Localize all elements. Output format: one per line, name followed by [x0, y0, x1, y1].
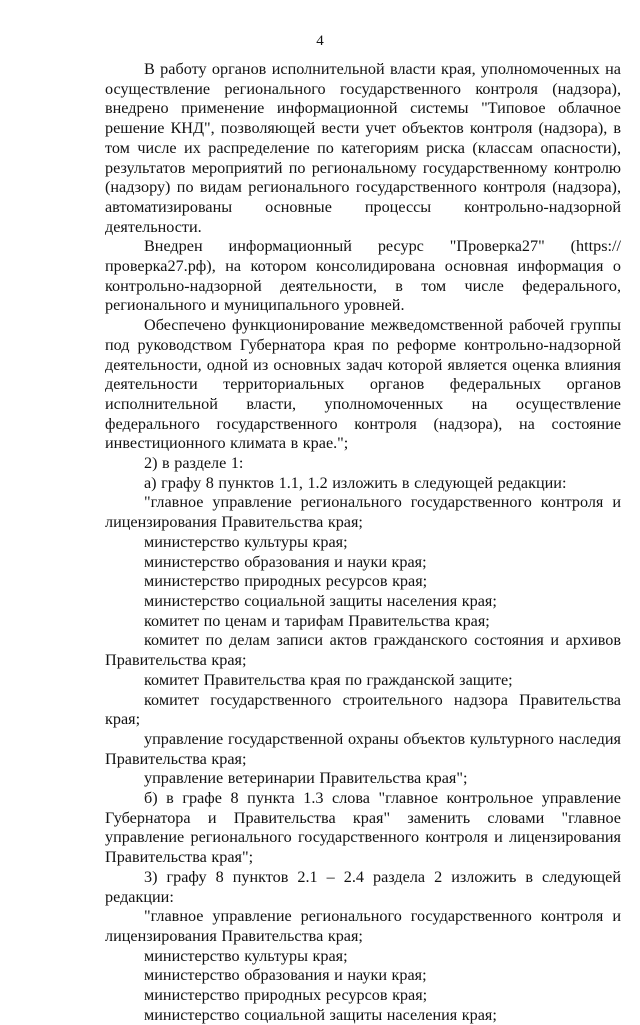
paragraph-item-b: б) в графе 8 пункта 1.3 слова "главное контрольное управление Губернатора и Правительства края" заменить словами "главное управление регионального государственного контроля и лицензирования Правительства края"; [105, 789, 621, 867]
paragraph-ministry-culture: министерство культуры края; [144, 532, 348, 551]
paragraph-item-a: а) графу 8 пунктов 1.1, 1.2 изложить в следующей редакции: [144, 473, 567, 492]
paragraph-committee-prices: комитет по ценам и тарифам Правительства края; [144, 611, 490, 630]
paragraph-section-1: 2) в разделе 1: [144, 454, 244, 473]
paragraph-ministry-culture-2: министерство культуры края; [144, 946, 348, 965]
paragraph-main-directorate: "главное управление регионального государственного контроля и лицензирования Правительства края; [105, 493, 621, 532]
paragraph-ministry-education-2: министерство образования и науки края; [144, 966, 427, 985]
document-body [105, 60, 621, 1025]
paragraph-committee-civil-defense: комитет Правительства края по гражданской защите; [144, 670, 513, 689]
paragraph-ministry-natural-resources-2: министерство природных ресурсов края; [144, 986, 428, 1005]
paragraph-ministry-natural-resources: министерство природных ресурсов края; [144, 572, 428, 591]
paragraph-ministry-education: министерство образования и науки края; [144, 552, 427, 571]
paragraph-committee-construction: комитет государственного строительного надзора Правительства края; [105, 690, 621, 729]
paragraph-item-3: 3) графу 8 пунктов 2.1 – 2.4 раздела 2 изложить в следующей редакции: [105, 867, 621, 906]
paragraph-ministry-social-protection: министерство социальной защиты населения края; [144, 591, 497, 610]
page-number: 4 [316, 33, 324, 49]
paragraph-committee-civil-registry: комитет по делам записи актов гражданского состояния и архивов Правительства края; [105, 631, 621, 670]
paragraph-knd-system: В работу органов исполнительной власти края, уполномоченных на осуществление регионального государственного контроля (надзора), внедрено применение информационной системы "Типовое облачное решение КНД", позволяющей вести учет объектов контроля (надзора), в том числе их распределение по категориям риска (классам опасности), результатов мероприятий по региональному государственному контролю (надзору) по видам регионального государственного контроля (надзора), автоматизированы основные процессы контрольно-надзорной деятельности. [105, 60, 621, 236]
paragraph-working-group: Обеспечено функционирование межведомственной рабочей группы под руководством Губернатора края по реформе контрольно-надзорной деятельности, одной из основных задач которой является оценка влияния деятельности территориальных органов федеральных органов исполнительной власти, уполномоченных на осуществление федерального государственного контроля (надзора), на состояние инвестиционного климата в крае."; [105, 316, 621, 453]
paragraph-main-directorate-2: "главное управление регионального государственного контроля и лицензирования Правительства края; [105, 907, 621, 945]
paragraph-proverka27: Внедрен информационный ресурс "Проверка27" (https://проверка27.рф), на котором консолидирована основная информация о контрольно-надзорной деятельности, в том числе федерального, регионального и муниципального уровней. [105, 237, 621, 315]
paragraph-directorate-veterinary: управление ветеринарии Правительства края"; [144, 769, 468, 788]
paragraph-directorate-heritage: управление государственной охраны объектов культурного наследия Правительства края; [105, 729, 621, 768]
paragraph-ministry-social-protection-2: министерство социальной защиты населения края; [144, 1005, 497, 1024]
